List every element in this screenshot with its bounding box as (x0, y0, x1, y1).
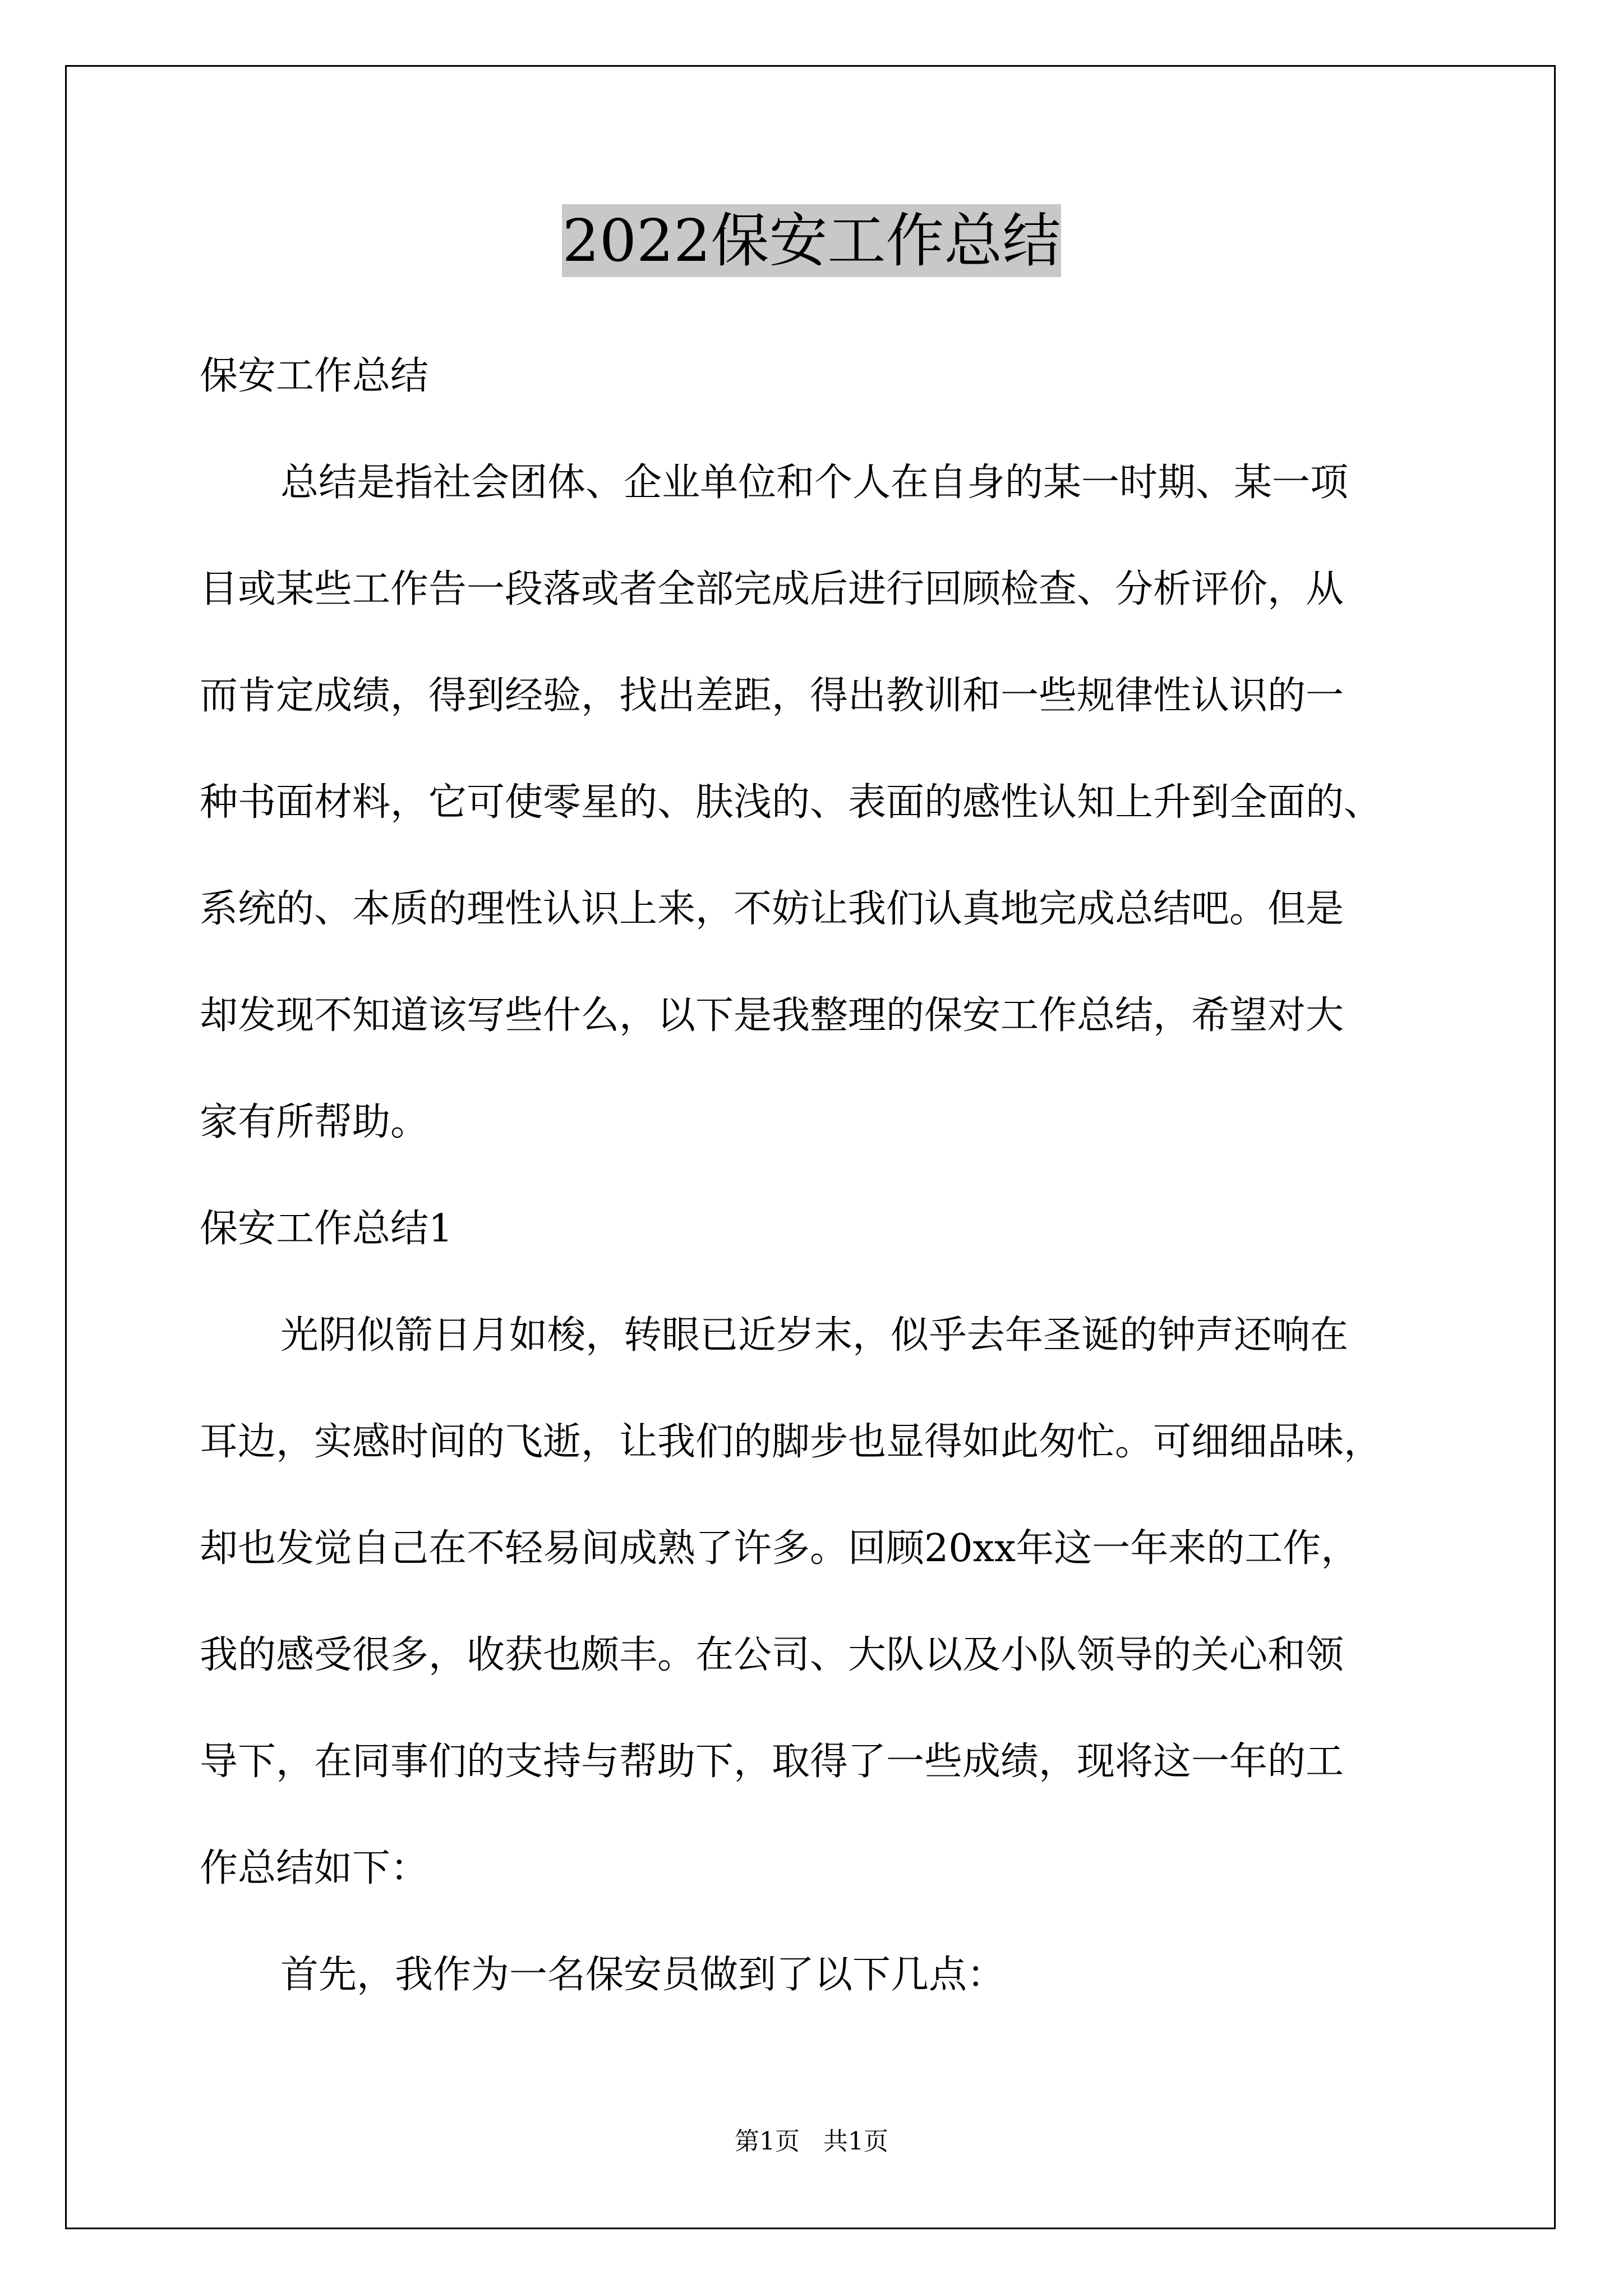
section-heading: 保安工作总结 (200, 354, 429, 398)
page-footer: 第1页 共1页 (735, 2127, 888, 2156)
paragraph-line: 却也发觉自己在不轻易间成熟了许多。回顾20xx年这一年来的工作， (200, 1526, 1359, 1571)
paragraph-line: 作总结如下： (200, 1846, 429, 1890)
paragraph-line: 首先，我作为一名保安员做到了以下几点： (280, 1953, 1006, 1997)
subsection-heading: 保安工作总结1 (200, 1207, 453, 1251)
paragraph-line: 我的感受很多，收获也颇丰。在公司、大队以及小队领导的关心和领 (200, 1633, 1344, 1677)
intro-line: 目或某些工作告一段落或者全部完成后进行回顾检查、分析评价，从 (200, 567, 1344, 611)
paragraph-line: 耳边，实感时间的飞逝，让我们的脚步也显得如此匆忙。可细细品味， (200, 1420, 1382, 1464)
intro-line: 种书面材料，它可使零星的、肤浅的、表面的感性认知上升到全面的、 (200, 780, 1382, 825)
intro-line: 而肯定成绩，得到经验，找出差距，得出教训和一些规律性认识的一 (200, 674, 1344, 718)
document-title: 2022保安工作总结 (562, 204, 1061, 277)
intro-line: 系统的、本质的理性认识上来，不妨让我们认真地完成总结吧。但是 (200, 887, 1344, 931)
intro-line: 却发现不知道该写些什么，以下是我整理的保安工作总结，希望对大 (200, 993, 1344, 1038)
paragraph-line: 光阴似箭日月如梭，转眼已近岁末，似乎去年圣诞的钟声还响在 (280, 1313, 1349, 1358)
intro-line: 家有所帮助。 (200, 1100, 429, 1144)
paragraph-line: 导下，在同事们的支持与帮助下，取得了一些成绩，现将这一年的工 (200, 1740, 1344, 1784)
intro-line: 总结是指社会团体、企业单位和个人在自身的某一时期、某一项 (280, 461, 1349, 505)
